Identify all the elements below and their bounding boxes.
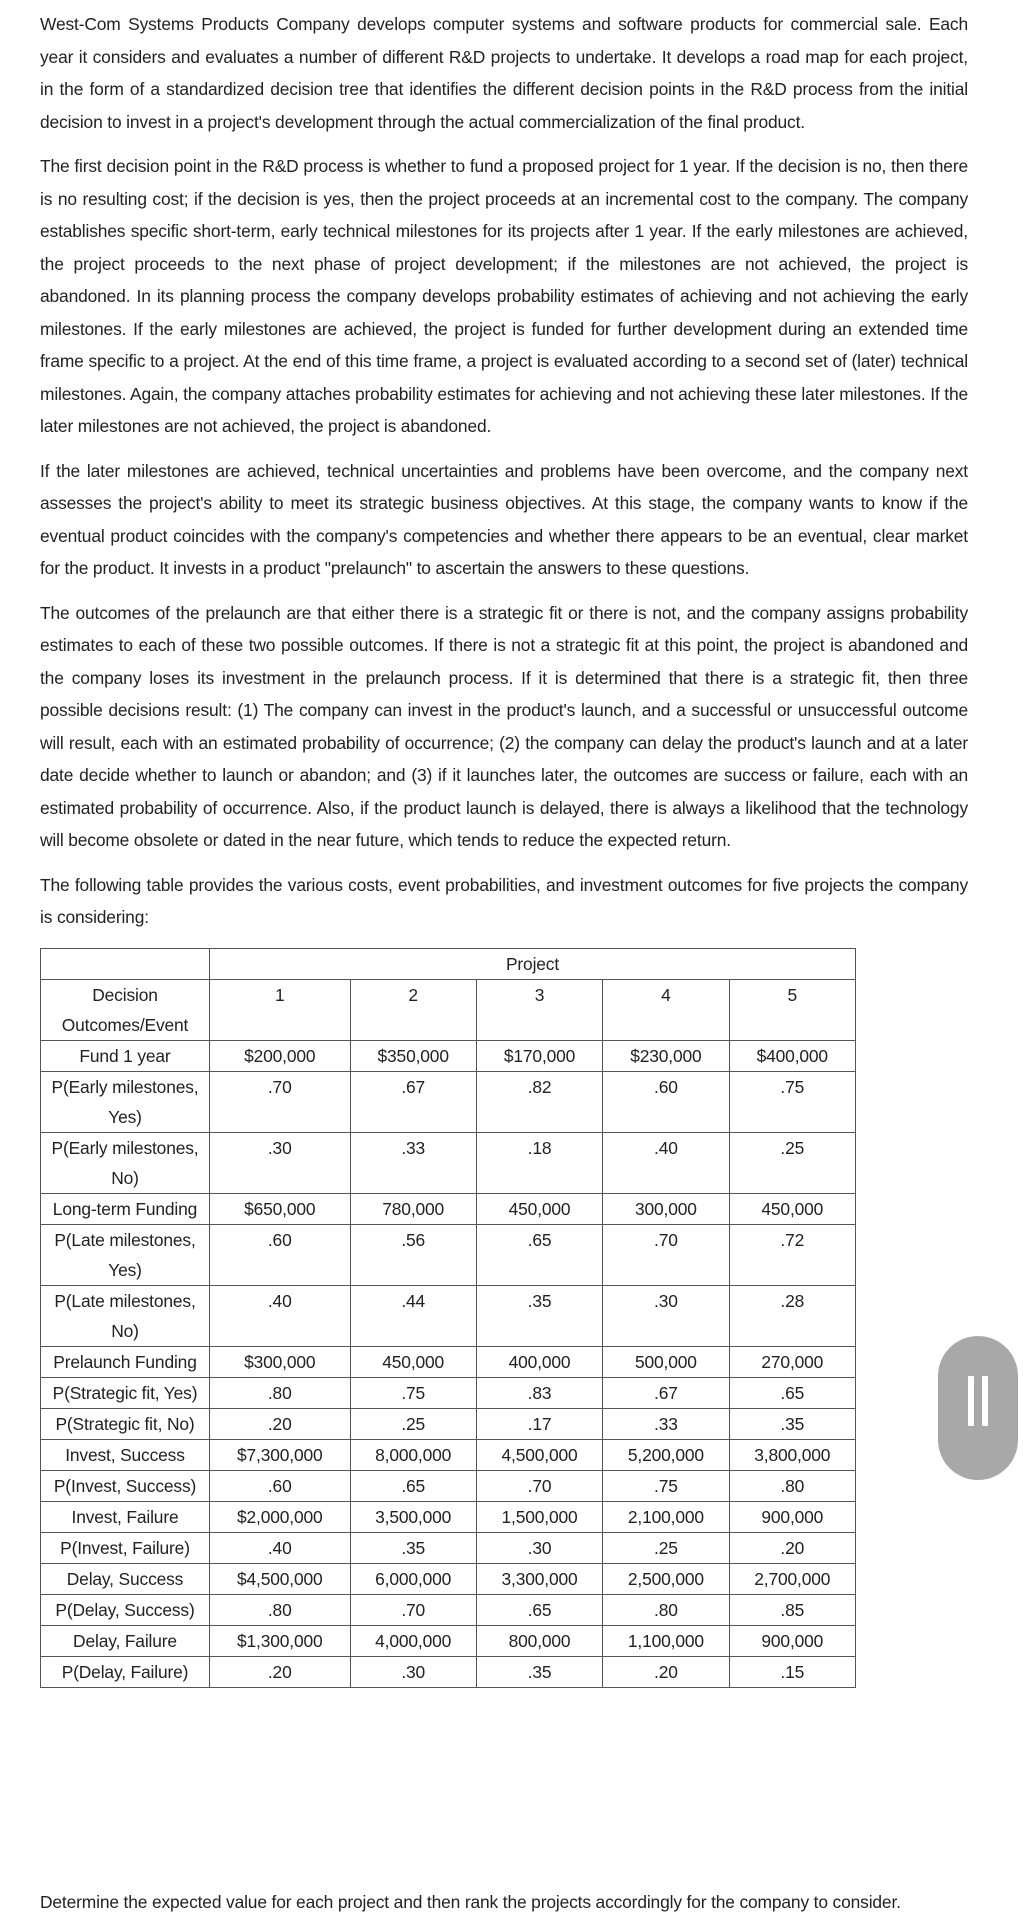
- value-cell: $4,500,000: [210, 1563, 351, 1594]
- paragraph-intro: West-Com Systems Products Company develops computer systems and software products for commercial sale. Each year it considers and evaluates a number of different R&D projects to undertake. It develops a road map for each project, in the form of a standardized decision tree that identifies the different decision points in the R&D process from the initial decision to invest in a project's development through the actual commercialization of the final product.: [40, 14, 968, 132]
- value-cell: .60: [603, 1071, 729, 1132]
- value-cell: $650,000: [210, 1193, 351, 1224]
- paragraph-prelaunch-outcomes: The outcomes of the prelaunch are that either there is a strategic fit or there is not, and the company assigns probability estimates to each of these two possible outcomes. If there is not a strategic fit at this point, the project is abandoned and the company loses its investment in the prelaunch process. If it is determined that there is a strategic fit, then three possible decisions result: (1) The company can invest in the product's launch, and a successful or unsuccessful outcome will result, each with an estimated probability of occurrence; (2) the company can delay the product's launch and at a later date decide whether to launch or abandon; and (3) if it launches later, the outcomes are success or failure, each with an estimated probability of occurrence. Also, if the product launch is delayed, there is always a likelihood that the technology will become obsolete or dated in the near future, which tends to reduce the expected return.: [40, 602, 968, 850]
- value-cell: .65: [476, 1594, 602, 1625]
- value-cell: 270,000: [729, 1346, 855, 1377]
- value-cell: .70: [603, 1224, 729, 1285]
- table-row: [41, 1439, 856, 1470]
- table-header-row: [41, 979, 856, 1040]
- value-cell: 5,200,000: [603, 1439, 729, 1470]
- table-row: [41, 1563, 856, 1594]
- value-cell: .80: [210, 1594, 351, 1625]
- value-cell: .70: [350, 1594, 476, 1625]
- table-row: [41, 1040, 856, 1071]
- table-row: [41, 1377, 856, 1408]
- table-body: [41, 948, 856, 1687]
- row-label-cell: P(Late milestones, No): [41, 1285, 210, 1346]
- table-row: [41, 1071, 856, 1132]
- table-row: [41, 1285, 856, 1346]
- value-cell: $7,300,000: [210, 1439, 351, 1470]
- value-cell: 780,000: [350, 1193, 476, 1224]
- value-cell: .40: [210, 1285, 351, 1346]
- table-row: [41, 1346, 856, 1377]
- header-cell: 2: [350, 979, 476, 1040]
- scroll-handle[interactable]: [938, 1336, 1018, 1480]
- value-cell: $2,000,000: [210, 1501, 351, 1532]
- table-row: [41, 1594, 856, 1625]
- value-cell: .82: [476, 1071, 602, 1132]
- value-cell: 500,000: [603, 1346, 729, 1377]
- value-cell: .75: [350, 1377, 476, 1408]
- value-cell: 4,500,000: [476, 1439, 602, 1470]
- value-cell: 8,000,000: [350, 1439, 476, 1470]
- value-cell: .65: [350, 1470, 476, 1501]
- value-cell: .75: [603, 1470, 729, 1501]
- row-label-cell: Prelaunch Funding: [41, 1346, 210, 1377]
- value-cell: .80: [729, 1470, 855, 1501]
- table-row: [41, 1193, 856, 1224]
- row-label-cell: Long-term Funding: [41, 1193, 210, 1224]
- value-cell: $350,000: [350, 1040, 476, 1071]
- value-cell: .20: [603, 1656, 729, 1687]
- table-row: [41, 1532, 856, 1563]
- value-cell: 6,000,000: [350, 1563, 476, 1594]
- row-label-cell: P(Early milestones, Yes): [41, 1071, 210, 1132]
- paragraph-later-milestones: If the later milestones are achieved, technical uncertainties and problems have been overcome, and the company next assesses the project's ability to meet its strategic business objectives. At this stage, the company wants to know if the eventual product coincides with the company's competencies and whether there appears to be an eventual, clear market for the product. It invests in a product "prelaunch" to ascertain the answers to these questions.: [40, 460, 968, 578]
- value-cell: 1,500,000: [476, 1501, 602, 1532]
- row-label-cell: Invest, Success: [41, 1439, 210, 1470]
- value-cell: .44: [350, 1285, 476, 1346]
- value-cell: .80: [210, 1377, 351, 1408]
- value-cell: .67: [603, 1377, 729, 1408]
- value-cell: .35: [476, 1285, 602, 1346]
- value-cell: .85: [729, 1594, 855, 1625]
- table-row: [41, 1132, 856, 1193]
- value-cell: .25: [603, 1532, 729, 1563]
- value-cell: 1,100,000: [603, 1625, 729, 1656]
- value-cell: .65: [729, 1377, 855, 1408]
- row-label-cell: Delay, Success: [41, 1563, 210, 1594]
- row-label-cell: Fund 1 year: [41, 1040, 210, 1071]
- value-cell: .75: [729, 1071, 855, 1132]
- value-cell: 2,500,000: [603, 1563, 729, 1594]
- value-cell: 4,000,000: [350, 1625, 476, 1656]
- value-cell: 3,800,000: [729, 1439, 855, 1470]
- table-corner-cell: [41, 948, 210, 979]
- row-label-cell: P(Early milestones, No): [41, 1132, 210, 1193]
- value-cell: .25: [350, 1408, 476, 1439]
- value-cell: .40: [603, 1132, 729, 1193]
- value-cell: 450,000: [350, 1346, 476, 1377]
- value-cell: .35: [476, 1656, 602, 1687]
- value-cell: .65: [476, 1224, 602, 1285]
- paragraph-table-intro: The following table provides the various costs, event probabilities, and investment outcomes for five projects the company is considering:: [40, 874, 968, 927]
- question-text: Determine the expected value for each project and then rank the projects accordingly for the company to consider.: [40, 1892, 901, 1912]
- table-row: [41, 1408, 856, 1439]
- value-cell: .35: [350, 1532, 476, 1563]
- row-label-cell: P(Strategic fit, No): [41, 1408, 210, 1439]
- value-cell: .30: [476, 1532, 602, 1563]
- row-label-cell: P(Late milestones, Yes): [41, 1224, 210, 1285]
- table-row: [41, 1470, 856, 1501]
- value-cell: 900,000: [729, 1501, 855, 1532]
- value-cell: .60: [210, 1470, 351, 1501]
- value-cell: .18: [476, 1132, 602, 1193]
- value-cell: 800,000: [476, 1625, 602, 1656]
- header-cell: 4: [603, 979, 729, 1040]
- table-row: [41, 1625, 856, 1656]
- value-cell: 450,000: [729, 1193, 855, 1224]
- table-row: [41, 1656, 856, 1687]
- value-cell: .25: [729, 1132, 855, 1193]
- header-cell: Decision Outcomes/Event: [41, 979, 210, 1040]
- value-cell: .17: [476, 1408, 602, 1439]
- problem-content: [40, 8, 968, 1688]
- value-cell: $230,000: [603, 1040, 729, 1071]
- row-label-cell: P(Strategic fit, Yes): [41, 1377, 210, 1408]
- project-data-table: [40, 948, 856, 1688]
- value-cell: .15: [729, 1656, 855, 1687]
- row-label-cell: Invest, Failure: [41, 1501, 210, 1532]
- value-cell: .70: [476, 1470, 602, 1501]
- value-cell: .20: [210, 1408, 351, 1439]
- value-cell: .20: [729, 1532, 855, 1563]
- value-cell: .40: [210, 1532, 351, 1563]
- value-cell: .56: [350, 1224, 476, 1285]
- value-cell: 2,700,000: [729, 1563, 855, 1594]
- value-cell: $400,000: [729, 1040, 855, 1071]
- value-cell: .30: [350, 1656, 476, 1687]
- value-cell: .72: [729, 1224, 855, 1285]
- value-cell: .30: [603, 1285, 729, 1346]
- header-cell: 3: [476, 979, 602, 1040]
- value-cell: .35: [729, 1408, 855, 1439]
- value-cell: 900,000: [729, 1625, 855, 1656]
- value-cell: $1,300,000: [210, 1625, 351, 1656]
- row-label-cell: P(Delay, Success): [41, 1594, 210, 1625]
- value-cell: .67: [350, 1071, 476, 1132]
- value-cell: 300,000: [603, 1193, 729, 1224]
- value-cell: .28: [729, 1285, 855, 1346]
- value-cell: .33: [350, 1132, 476, 1193]
- value-cell: .33: [603, 1408, 729, 1439]
- row-label-cell: Delay, Failure: [41, 1625, 210, 1656]
- table-row: [41, 1501, 856, 1532]
- value-cell: .80: [603, 1594, 729, 1625]
- value-cell: $300,000: [210, 1346, 351, 1377]
- value-cell: .60: [210, 1224, 351, 1285]
- value-cell: $170,000: [476, 1040, 602, 1071]
- value-cell: 3,300,000: [476, 1563, 602, 1594]
- value-cell: 2,100,000: [603, 1501, 729, 1532]
- row-label-cell: P(Invest, Success): [41, 1470, 210, 1501]
- value-cell: $200,000: [210, 1040, 351, 1071]
- value-cell: .20: [210, 1656, 351, 1687]
- value-cell: 400,000: [476, 1346, 602, 1377]
- value-cell: .70: [210, 1071, 351, 1132]
- paragraph-first-decision: The first decision point in the R&D process is whether to fund a proposed project for 1 year. If the decision is no, then there is no resulting cost; if the decision is yes, then the project proceeds at an incremental cost to the company. The company establishes specific short-term, early technical milestones for its projects after 1 year. If the early milestones are achieved, the project proceeds to the next phase of project development; if the milestones are not achieved, the project is abandoned. In its planning process the company develops probability estimates of achieving and not achieving the early milestones. If the early milestones are achieved, the project is funded for further development during an extended time frame specific to a project. At the end of this time frame, a project is evaluated according to a second set of (later) technical milestones. Again, the company attaches probability estimates for achieving and not achieving these later milestones. If the later milestones are not achieved, the project is abandoned.: [40, 156, 968, 436]
- value-cell: .30: [210, 1132, 351, 1193]
- header-cell: 1: [210, 979, 351, 1040]
- table-row: [41, 1224, 856, 1285]
- value-cell: .83: [476, 1377, 602, 1408]
- header-cell: 5: [729, 979, 855, 1040]
- row-label-cell: P(Delay, Failure): [41, 1656, 210, 1687]
- value-cell: 3,500,000: [350, 1501, 476, 1532]
- value-cell: 450,000: [476, 1193, 602, 1224]
- row-label-cell: P(Invest, Failure): [41, 1532, 210, 1563]
- table-title: Project: [210, 948, 856, 979]
- table-title-row: [41, 948, 856, 979]
